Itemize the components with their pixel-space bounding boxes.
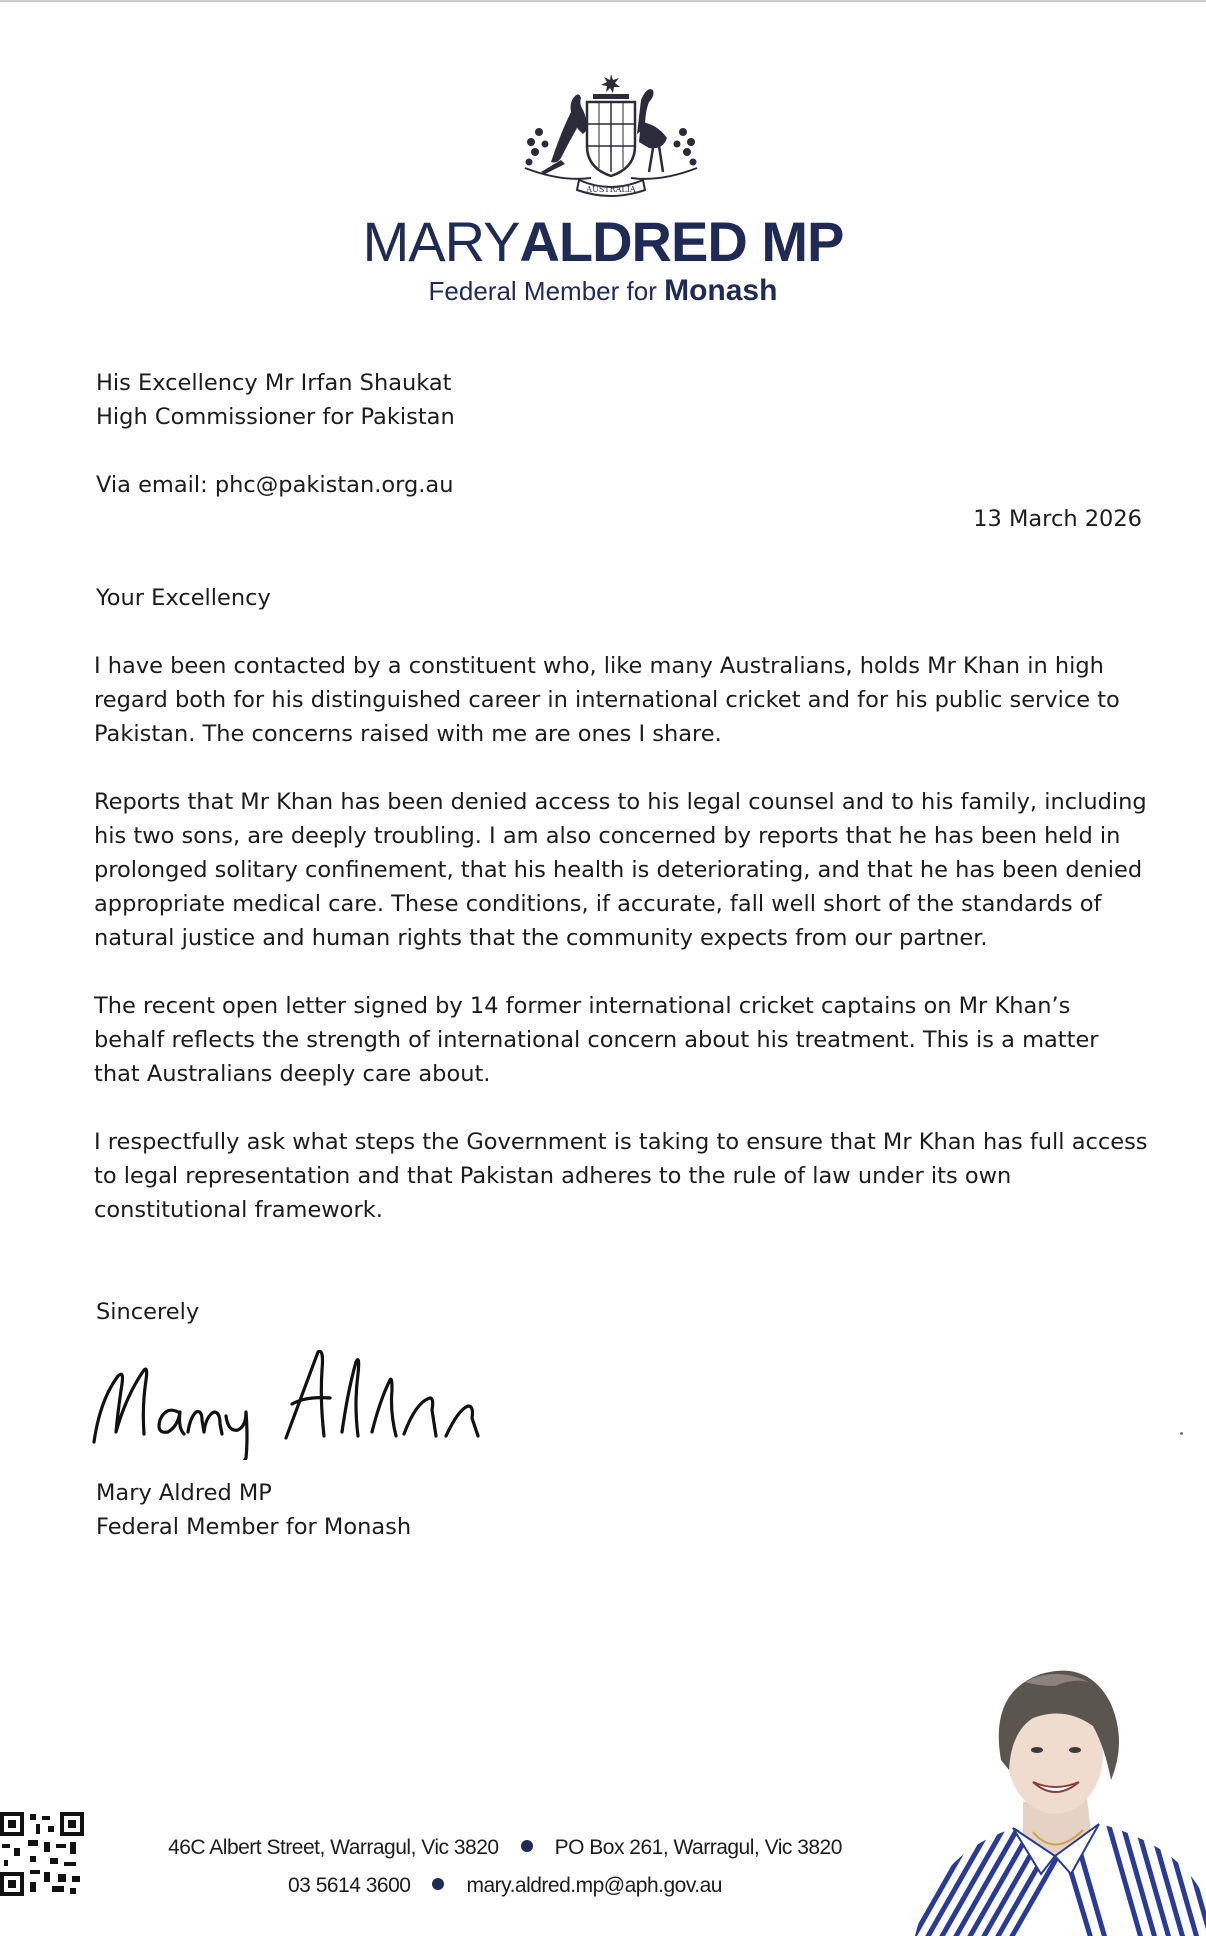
paragraph-line: prolonged solitary confinement, that his health is deteriorating, and that he has been denied <box>94 857 1143 883</box>
paragraph-line: I respectfully ask what steps the Government is taking to ensure that Mr Khan has full access <box>94 1129 1148 1155</box>
paragraph-4 <box>94 1125 1174 1227</box>
footer-address-line <box>0 1834 1010 1862</box>
letterhead-name <box>0 212 1206 272</box>
paragraph-line: behalf reflects the strength of international concern about his treatment. This is a matter <box>94 1027 1099 1053</box>
paragraph-line: Reports that Mr Khan has been denied access to his legal counsel and to his family, including <box>94 789 1147 815</box>
paragraph-line: appropriate medical care. These conditions, if accurate, fall well short of the standards of <box>94 891 1102 917</box>
recipient-block <box>96 366 455 434</box>
footer-phone[interactable]: 03 5614 3600 <box>288 1874 411 1897</box>
recipient-name: His Excellency Mr Irfan Shaukat <box>96 370 452 396</box>
footer-po-box: PO Box 261, Warragul, Vic 3820 <box>554 1836 842 1859</box>
salutation: Your Excellency <box>96 585 271 611</box>
paragraph-line: natural justice and human rights that the community expects from our partner. <box>94 925 988 951</box>
via-email-text: Via email: phc@pakistan.org.au <box>96 472 454 498</box>
paragraph-line: constitutional framework. <box>94 1197 383 1223</box>
signoff-title: Federal Member for Monash <box>96 1514 412 1540</box>
top-border <box>0 0 1206 2</box>
handwritten-signature <box>86 1340 586 1460</box>
letterhead-first-name: MARY <box>362 210 520 273</box>
via-email <box>96 468 453 502</box>
bullet-icon <box>521 1840 533 1852</box>
paragraph-line: his two sons, are deeply troubling. I am also concerned by reports that he has been held in <box>94 823 1121 849</box>
footer-street-address: 46C Albert Street, Warragul, Vic 3820 <box>168 1836 499 1859</box>
paragraph-line: Pakistan. The concerns raised with me are ones I share. <box>94 721 722 747</box>
paragraph-line: The recent open letter signed by 14 former international cricket captains on Mr Khan’s <box>94 993 1071 1019</box>
letterhead-electorate: Monash <box>664 274 778 307</box>
letterhead-last-name: ALDRED MP <box>519 210 844 273</box>
recipient-title: High Commissioner for Pakistan <box>96 404 455 430</box>
crest-scroll-text: AUSTRALIA <box>586 185 636 194</box>
signoff-block <box>96 1476 411 1544</box>
paragraph-2 <box>94 785 1174 955</box>
coat-of-arms-icon <box>521 72 701 200</box>
paragraph-line: I have been contacted by a constituent who, like many Australians, holds Mr Khan in high <box>94 653 1104 679</box>
paragraph-1 <box>94 649 1174 751</box>
letterhead-subtitle <box>0 274 1206 308</box>
signoff-name: Mary Aldred MP <box>96 1480 272 1506</box>
paragraph-line: to legal representation and that Pakistan adheres to the rule of law under its own <box>94 1163 1012 1189</box>
paragraph-3 <box>94 989 1174 1091</box>
closing: Sincerely <box>96 1299 200 1325</box>
paragraph-line: that Australians deeply care about. <box>94 1061 491 1087</box>
footer-email[interactable]: mary.aldred.mp@aph.gov.au <box>466 1874 722 1897</box>
letterhead-subtitle-prefix: Federal Member for <box>428 276 657 306</box>
scan-speck <box>1180 1432 1183 1435</box>
member-portrait <box>905 1652 1206 1936</box>
bullet-icon <box>432 1878 444 1890</box>
paragraph-line: regard both for his distinguished career in international cricket and for his public service to <box>94 687 1120 713</box>
footer-contact-line <box>0 1872 1010 1900</box>
letter-date: 13 March 2026 <box>973 506 1142 532</box>
